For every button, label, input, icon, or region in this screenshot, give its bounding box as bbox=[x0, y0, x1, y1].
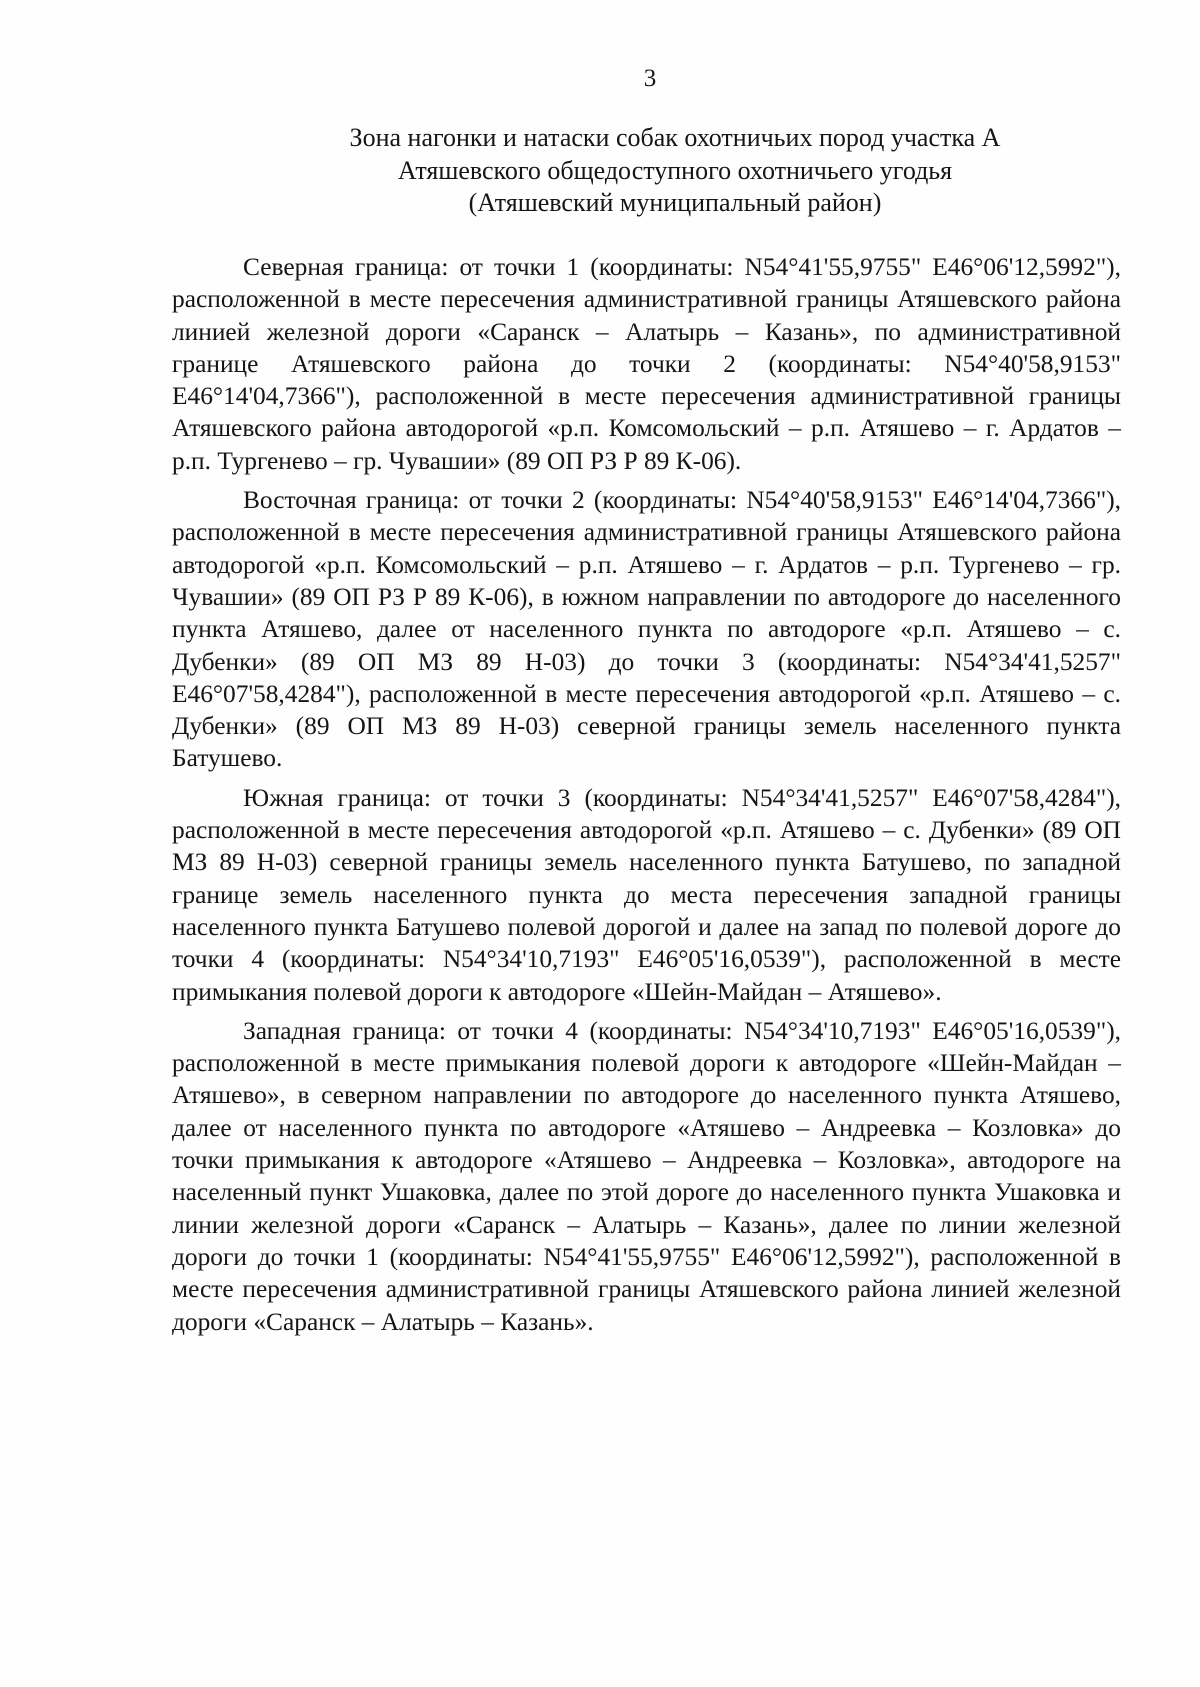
title-line-2: Атяшевского общедоступного охотничьего угодья bbox=[397, 155, 953, 185]
document-title bbox=[300, 122, 1050, 220]
west-boundary-paragraph: Западная граница: от точки 4 (координаты: N54°34'10,7193" E46°05'16,0539"), расположенной в месте примыкания полевой дороги к автодороге «Шейн-Майдан – Атяшево», в северном направлении по автодороге до населенного пункта Атяшево, далее от населенного пункта по автодороге «Атяшево – Андреевка – Козловка» до точки примыкания к автодороге «Атяшево – Андреевка – Козловка», автодороге на населенный пункт Ушаковка, далее по этой дороге до населенного пункта Ушаковка и линии железной дороги «Саранск – Алатырь – Казань», далее по линии железной дороги до точки 1 (координаты: N54°41'55,9755" E46°06'12,5992"), расположенной в месте пересечения административной границы Атяшевского района линией железной дороги «Саранск – Алатырь – Казань». bbox=[172, 1016, 1121, 1336]
title-line-3: (Атяшевский муниципальный район) bbox=[468, 188, 882, 217]
south-boundary-paragraph: Южная граница: от точки 3 (координаты: N54°34'41,5257" E46°07'58,4284"), расположенной в месте пересечения автодорогой «р.п. Атяшево – с. Дубенки» (89 ОП МЗ 89 Н-03) северной границы земель населенного пункта Батушево, по западной границе земель населенного пункта до места пересечения западной границы населенного пункта Батушево полевой дорогой и далее на запад по полевой дороге до точки 4 (координаты: N54°34'10,7193" E46°05'16,0539"), расположенной в месте примыкания полевой дороги к автодороге «Шейн-Майдан – Атяшево». bbox=[172, 783, 1121, 1006]
page-number: 3 bbox=[643, 65, 657, 92]
north-boundary-paragraph: Северная граница: от точки 1 (координаты: N54°41'55,9755" E46°06'12,5992"), расположенной в месте пересечения административной границы Атяшевского района линией железной дороги «Саранск – Алатырь – Казань», по административной границе Атяшевского района до точки 2 (координаты: N54°40'58,9153" E46°14'04,7366"), расположенной в месте пересечения административной границы Атяшевского района автодорогой «р.п. Комсомольский – р.п. Атяшево – г. Ардатов – р.п. Тургенево – гр. Чувашии» (89 ОП РЗ Р 89 К-06). bbox=[172, 253, 1121, 475]
document-body bbox=[172, 251, 1121, 1345]
title-line-1: Зона нагонки и натаски собак охотничьих пород участка А bbox=[349, 123, 1001, 152]
east-boundary-paragraph: Восточная граница: от точки 2 (координаты: N54°40'58,9153" E46°14'04,7366"), расположенной в месте пересечения административной границы Атяшевского района автодорогой «р.п. Комсомольский – р.п. Атяшево – г. Ардатов – р.п. Тургенево – гр. Чувашии» (89 ОП РЗ Р 89 К-06), в южном направлении по автодороге до населенного пункта Атяшево, далее от населенного пункта по автодороге «р.п. Атяшево – с. Дубенки» (89 ОП МЗ 89 Н-03) до точки 3 (координаты: N54°34'41,5257" E46°07'58,4284"), расположенной в месте пересечения автодорогой «р.п. Атяшево – с. Дубенки» (89 ОП МЗ 89 Н-03) северной границы земель населенного пункта Батушево. bbox=[172, 486, 1121, 773]
